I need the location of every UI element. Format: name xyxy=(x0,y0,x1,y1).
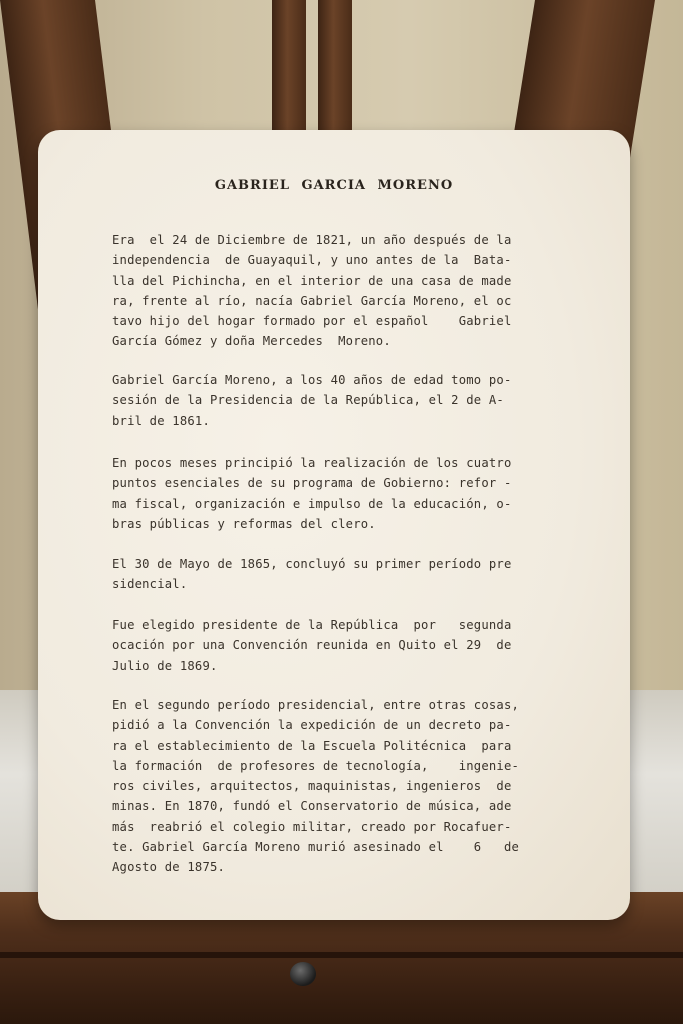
text-line: ocación por una Convención reunida en Quito el 29 de xyxy=(112,638,512,653)
text-line: Gabriel García Moreno, a los 40 años de edad tomo po- xyxy=(112,373,512,387)
info-placard xyxy=(38,130,630,920)
paragraph-presidency xyxy=(112,370,572,431)
text-line: ra el establecimiento de la Escuela Politécnica para xyxy=(112,738,512,753)
text-line: El 30 de Mayo de 1865, concluyó su primer período pre xyxy=(112,557,512,571)
paragraph-second-term xyxy=(112,695,572,878)
text-line: te. Gabriel García Moreno murió asesinado el 6 de xyxy=(112,840,520,855)
text-line: minas. En 1870, fundó el Conservatorio de música, ade xyxy=(112,799,512,814)
paragraph-program xyxy=(112,453,572,534)
text-line: García Gómez y doña Mercedes Moreno. xyxy=(112,334,391,349)
text-line: puntos esenciales de su programa de Gobierno: refor - xyxy=(112,476,512,491)
text-line: En el segundo período presidencial, entre otras cosas, xyxy=(112,698,520,712)
paragraph-first-term xyxy=(112,554,572,595)
text-line: tavo hijo del hogar formado por el español Gabriel xyxy=(112,314,512,329)
easel-knob xyxy=(290,962,316,986)
text-line: lla del Pichincha, en el interior de una casa de made xyxy=(112,273,512,288)
text-line: Julio de 1869. xyxy=(112,658,218,673)
text-line: sesión de la Presidencia de la República, el 2 de A- xyxy=(112,393,504,408)
paragraph-birth xyxy=(112,230,572,352)
text-line: sidencial. xyxy=(112,577,188,592)
placard-title: GABRIEL GARCIA MORENO xyxy=(214,178,454,193)
easel-shelf-edge xyxy=(0,952,683,958)
text-line: En pocos meses principió la realización de los cuatro xyxy=(112,456,512,470)
text-line: la formación de profesores de tecnología, ingenie- xyxy=(112,758,520,773)
text-line: Era el 24 de Diciembre de 1821, un año después de la xyxy=(112,233,512,247)
text-line: más reabrió el colegio militar, creado por Rocafuer- xyxy=(112,819,512,834)
text-line: independencia de Guayaquil, y uno antes de la Bata- xyxy=(112,253,512,268)
easel-center-post xyxy=(318,0,352,140)
text-line: Agosto de 1875. xyxy=(112,860,226,875)
text-line: bril de 1861. xyxy=(112,413,210,428)
paragraph-second-election xyxy=(112,615,572,676)
easel-center-post xyxy=(272,0,306,140)
text-line: bras públicas y reformas del clero. xyxy=(112,516,376,531)
text-line: ros civiles, arquitectos, maquinistas, ingenieros de xyxy=(112,779,512,794)
text-line: Fue elegido presidente de la República por segunda xyxy=(112,618,512,632)
text-line: ma fiscal, organización e impulso de la educación, o- xyxy=(112,496,512,511)
text-line: pidió a la Convención la expedición de un decreto pa- xyxy=(112,718,512,733)
text-line: ra, frente al río, nacía Gabriel García Moreno, el oc xyxy=(112,293,512,308)
